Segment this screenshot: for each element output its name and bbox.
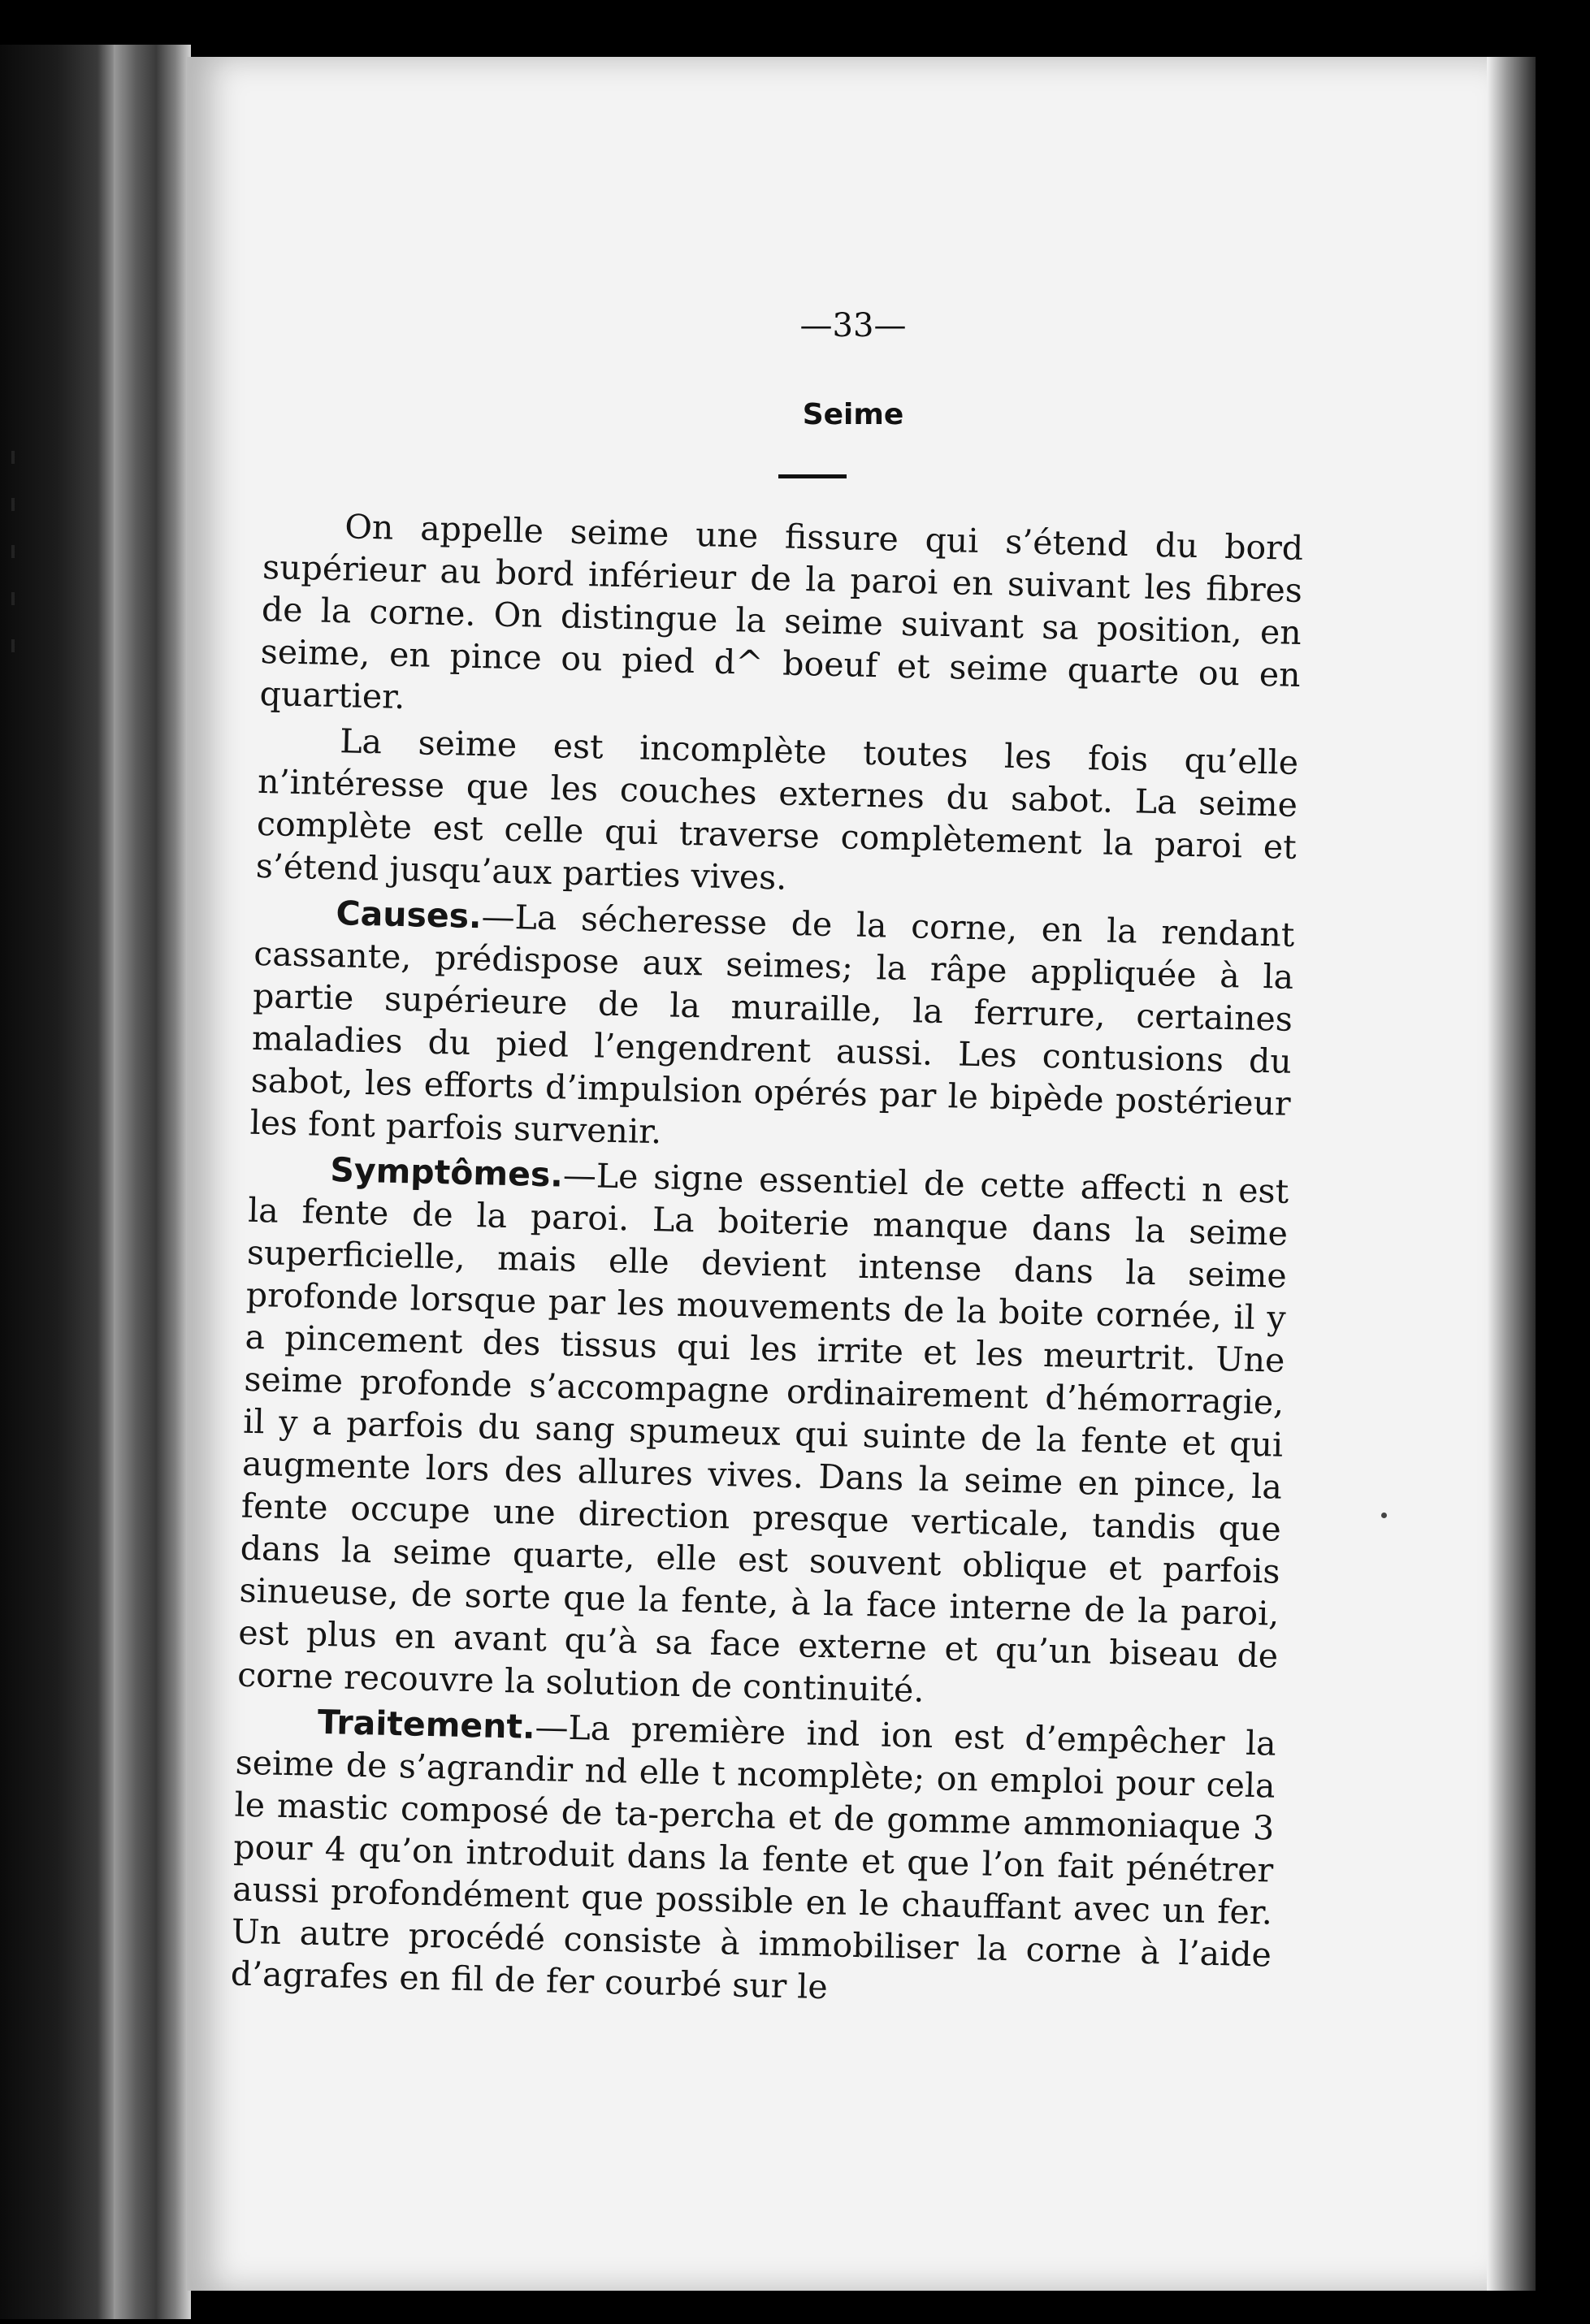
paragraph-symptoms: Symptômes.—Le signe essentiel de cette affecti n est la fente de la paroi. La boiterie manque dans la seime superficielle, mais elle devient intense dans la seime profonde lorsque par les mouvements de la boite cornée, il y a pincement des tissus qui les irrite et les meurtrit. Une seime profonde s’accompagne ordinairement d’hémorragie, il y a parfois du sang spumeux qui suinte de la fente et qui augmente lors des allures vives. Dans la seime en pince, la fente occupe une direction presque verticale, tandis que dans la seime quarte, elle est souvent oblique et parfois sinueuse, de sorte que la fente, à la face interne de la paroi, est plus en avant qu’à sa face externe et qu’un biseau de corne recouvre la solution de continuité. [236, 1150, 1289, 1710]
paragraph-causes: Causes.—La sécheresse de la corne, en la rendant cassante, prédispose aux seimes; la râpe appliquée à la partie supérieure de la muraille, la ferrure, certaines maladies du pied l’engendrent aussi. Les contusions du sabot, les efforts d’impulsion opérés par le bipède postérieur les font parfois survenir. [249, 894, 1295, 1152]
paragraph-treatment: Traitement.—La première ind ion est d’empêcher la seime de s’agrandir nd elle t ncomplète; on emploi pour cela le mastic composé de ta-percha et de gomme ammoniaque 3 pour 4 qu’on introduit dans la fente et que l’on fait pénétrer aussi profondément que possible en le chauffant avec un fer. Un autre procédé consiste à immobiliser la corne à l’aide d’agrafes en fil de fer courbé sur le [230, 1702, 1277, 2007]
causes-lead: Causes. [336, 894, 483, 937]
heading-rule [778, 474, 847, 478]
speck-mark [1381, 1513, 1387, 1518]
page-number: —33— [799, 307, 907, 344]
facing-page-text-fragments [11, 451, 24, 686]
paragraph-definition: On appelle seime une fissure qui s’étend du bord supérieur au bord inférieur de la paroi en suivant les fibres de la corne. On distingue la seime suivant sa position, en seime, en pince ou pied d^ boeuf et seime quarte ou en quartier. [259, 507, 1304, 716]
treatment-lead: Traitement. [317, 1702, 536, 1746]
section-heading: Seime [802, 398, 904, 431]
paragraph-incomplete: La seime est incomplète toutes les fois qu’elle n’intéresse que les couches externes du sabot. La seime complète est celle qui traverse complètement la paroi et s’étend jusqu’aux parties vives. [255, 721, 1299, 898]
body-text [230, 504, 1303, 2019]
page-edge-shadow [1487, 57, 1536, 2291]
symptoms-lead: Symptômes. [329, 1150, 564, 1195]
book-gutter [114, 45, 191, 2319]
